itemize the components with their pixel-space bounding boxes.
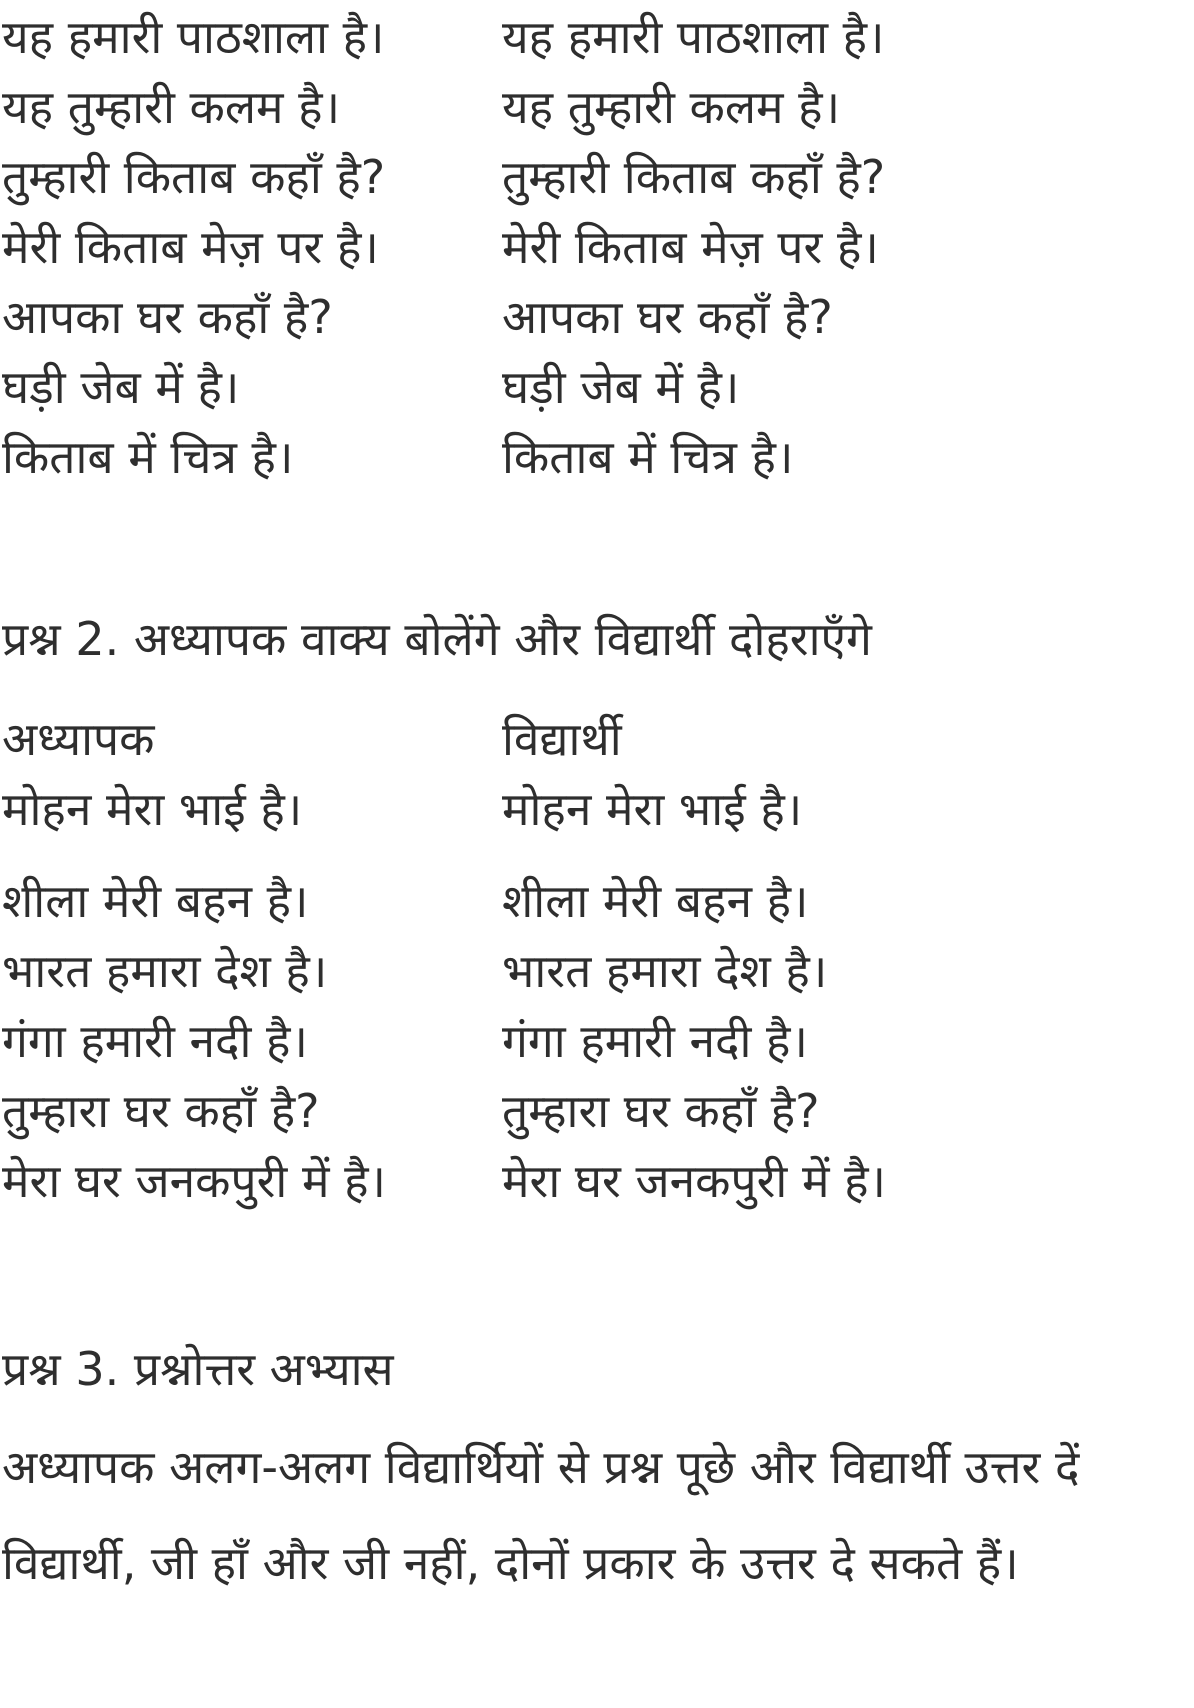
sentence-row <box>0 936 1194 1006</box>
student-sentence: गंगा हमारी नदी है। <box>502 1014 808 1068</box>
student-sentence: मोहन मेरा भाई है। <box>502 782 803 836</box>
teacher-sentence: मेरी किताब मेज़ पर है। <box>2 220 379 274</box>
sentence-row <box>0 422 1194 492</box>
student-sentence: मेरा घर जनकपुरी में है। <box>502 1154 886 1208</box>
student-sentence: किताब में चित्र है। <box>502 430 794 484</box>
teacher-sentence: मोहन मेरा भाई है। <box>2 782 303 836</box>
teacher-sentence: आपका घर कहाँ है? <box>2 290 333 344</box>
sentence-row <box>0 1006 1194 1076</box>
sentence-row <box>0 1076 1194 1146</box>
sentence-row <box>0 866 1194 936</box>
teacher-sentence: शीला मेरी बहन है। <box>2 874 309 928</box>
student-sentence: आपका घर कहाँ है? <box>502 290 833 344</box>
teacher-sentence: तुम्हारी किताब कहाँ है? <box>2 150 386 204</box>
student-sentence: भारत हमारा देश है। <box>502 944 828 998</box>
sentence-row <box>0 774 1194 844</box>
teacher-sentence: घड़ी जेब में है। <box>2 360 240 414</box>
student-sentence: शीला मेरी बहन है। <box>502 874 809 928</box>
teacher-sentence: गंगा हमारी नदी है। <box>2 1014 308 1068</box>
student-sentence: तुम्हारा घर कहाँ है? <box>502 1084 820 1138</box>
instruction-line: अध्यापक अलग-अलग विद्यार्थियों से प्रश्न पूछे और विद्यार्थी उत्तर दें <box>2 1440 1080 1494</box>
sentence-row <box>0 1146 1194 1216</box>
sentence-row <box>0 2 1194 72</box>
sentence-row <box>0 72 1194 142</box>
question-3-title: प्रश्न 3. प्रश्नोत्तर अभ्यास <box>2 1342 394 1396</box>
teacher-sentence: मेरा घर जनकपुरी में है। <box>2 1154 386 1208</box>
student-sentence: मेरी किताब मेज़ पर है। <box>502 220 879 274</box>
instruction-line: विद्यार्थी, जी हाँ और जी नहीं, दोनों प्रकार के उत्तर दे सकते हैं। <box>2 1536 1019 1590</box>
teacher-column-header: अध्यापक <box>2 712 155 766</box>
sentence-row <box>0 282 1194 352</box>
teacher-sentence: यह तुम्हारी कलम है। <box>2 80 341 134</box>
teacher-sentence: तुम्हारा घर कहाँ है? <box>2 1084 320 1138</box>
teacher-sentence: भारत हमारा देश है। <box>2 944 328 998</box>
student-sentence: तुम्हारी किताब कहाँ है? <box>502 150 886 204</box>
column-header-row <box>0 704 1194 774</box>
student-column-header: विद्यार्थी <box>502 712 622 766</box>
teacher-sentence: यह हमारी पाठशाला है। <box>2 10 385 64</box>
student-sentence: घड़ी जेब में है। <box>502 360 740 414</box>
sentence-row <box>0 352 1194 422</box>
teacher-sentence: किताब में चित्र है। <box>2 430 294 484</box>
question-2-title: प्रश्न 2. अध्यापक वाक्य बोलेंगे और विद्यार्थी दोहराएँगे <box>2 612 872 666</box>
sentence-row <box>0 142 1194 212</box>
sentence-row <box>0 212 1194 282</box>
student-sentence: यह तुम्हारी कलम है। <box>502 80 841 134</box>
student-sentence: यह हमारी पाठशाला है। <box>502 10 885 64</box>
